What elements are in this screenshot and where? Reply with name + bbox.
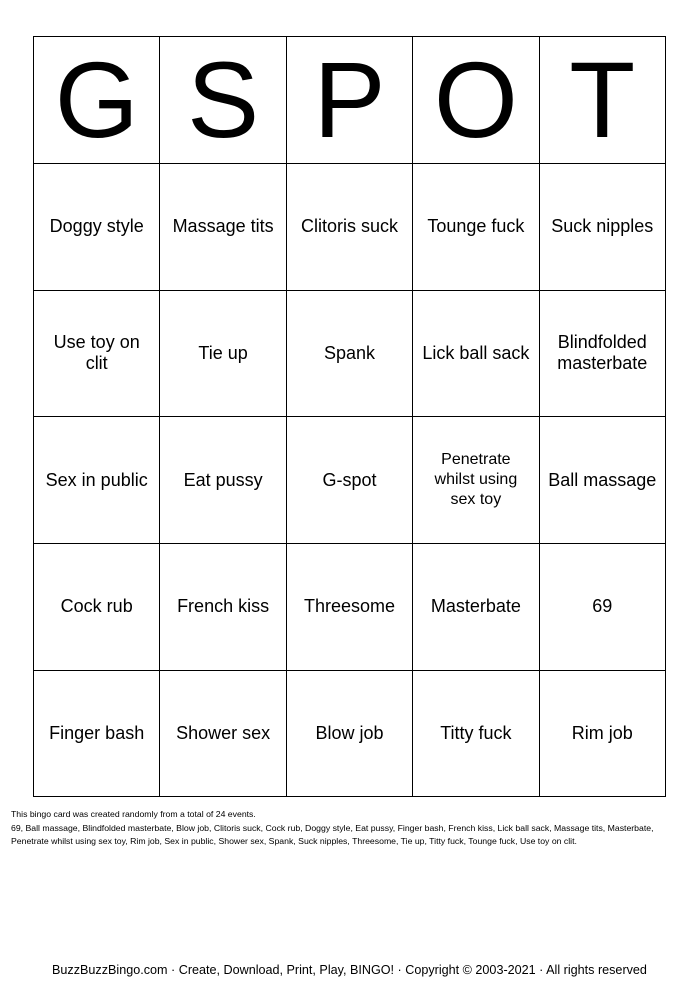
bingo-cell: Spank xyxy=(286,290,412,417)
header-row xyxy=(34,37,666,164)
bingo-row xyxy=(34,290,666,417)
bingo-cell: Lick ball sack xyxy=(413,290,539,417)
bingo-cell: Finger bash xyxy=(34,670,160,797)
bingo-cell: Penetrate whilst using sex toy xyxy=(413,417,539,544)
bingo-cell: Tounge fuck xyxy=(413,164,539,291)
header-letter: T xyxy=(539,37,665,164)
footnote-summary: This bingo card was created randomly from a total of 24 events. xyxy=(11,809,256,819)
bingo-cell: Suck nipples xyxy=(539,164,665,291)
bingo-cell: Clitoris suck xyxy=(286,164,412,291)
bingo-cell: Sex in public xyxy=(34,417,160,544)
bingo-cell: French kiss xyxy=(160,543,286,670)
bingo-cell: Use toy on clit xyxy=(34,290,160,417)
bingo-row xyxy=(34,670,666,797)
bingo-cell: 69 xyxy=(539,543,665,670)
footnote-events: 69, Ball massage, Blindfolded masterbate, Blow job, Clitoris suck, Cock rub, Doggy style, Eat pussy, Finger bash, French kiss, Lick ball sack, Massage tits, Masterbate, Penetrate whilst using sex toy, Rim job, Sex in public, Shower sex, Spank, Suck nipples, Threesome, Tie up, Titty fuck, Tounge fuck, Use toy on clit. xyxy=(11,822,654,846)
header-letter: O xyxy=(413,37,539,164)
bingo-row xyxy=(34,164,666,291)
bingo-cell: Blindfolded masterbate xyxy=(539,290,665,417)
bingo-cell: Rim job xyxy=(539,670,665,797)
bingo-row xyxy=(34,417,666,544)
bingo-cell: Threesome xyxy=(286,543,412,670)
bingo-cell: Cock rub xyxy=(34,543,160,670)
bingo-cell: Eat pussy xyxy=(160,417,286,544)
bingo-row xyxy=(34,543,666,670)
bingo-cell: Massage tits xyxy=(160,164,286,291)
card-footnote xyxy=(11,808,691,849)
bingo-card xyxy=(33,36,666,797)
bingo-cell: Tie up xyxy=(160,290,286,417)
bingo-cell: Ball massage xyxy=(539,417,665,544)
bingo-cell: Doggy style xyxy=(34,164,160,291)
bingo-cell: Shower sex xyxy=(160,670,286,797)
bingo-cell: Blow job xyxy=(286,670,412,797)
header-letter: P xyxy=(286,37,412,164)
site-footer: BuzzBuzzBingo.com · Create, Download, Print, Play, BINGO! · Copyright © 2003-2021 · All rights reserved xyxy=(52,963,647,977)
bingo-cell: Masterbate xyxy=(413,543,539,670)
header-letter: G xyxy=(34,37,160,164)
bingo-cell: Titty fuck xyxy=(413,670,539,797)
header-letter: S xyxy=(160,37,286,164)
bingo-cell: G-spot xyxy=(286,417,412,544)
